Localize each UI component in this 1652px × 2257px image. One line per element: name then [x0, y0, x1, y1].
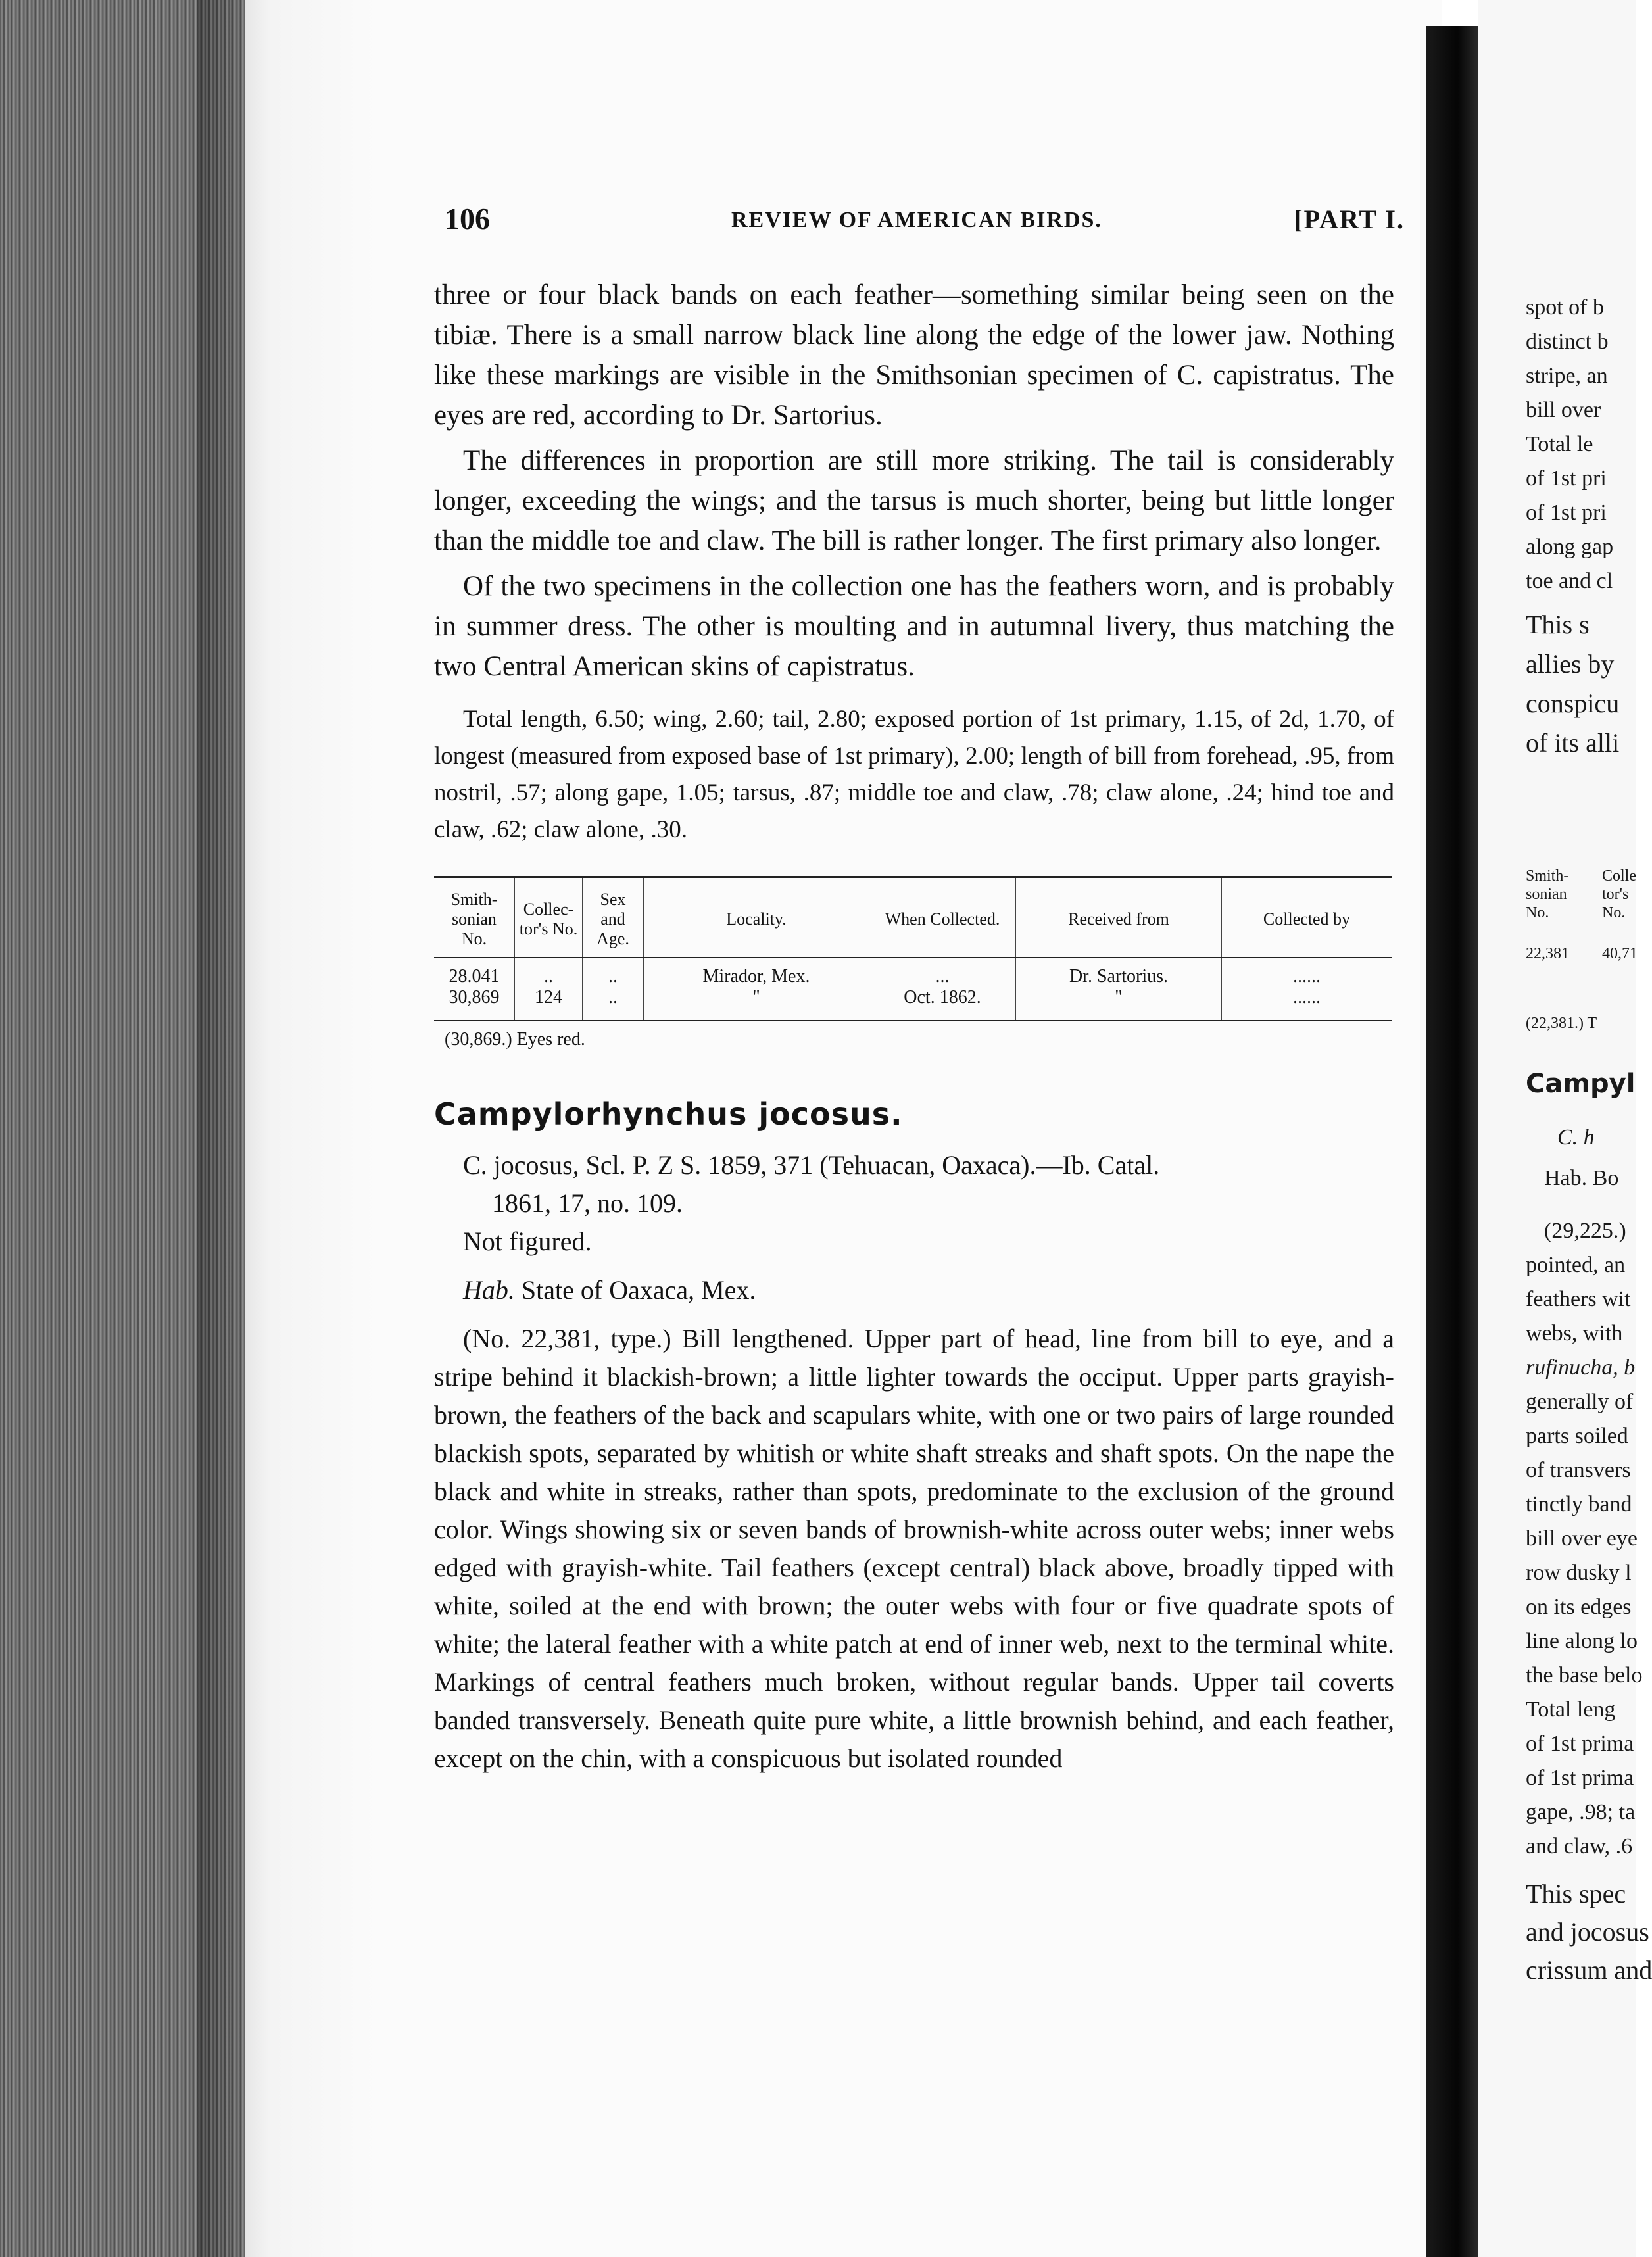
specimen-table	[434, 876, 1392, 1021]
next-page-line: gape, .98; ta	[1526, 1800, 1636, 1824]
column-header: Collec-tor's No.	[515, 877, 583, 958]
table-note: (30,869.) Eyes red.	[445, 1029, 585, 1050]
next-page-line: Hab. Bo	[1544, 1166, 1619, 1190]
page-gutter	[1426, 26, 1478, 2257]
column-header: Smith-sonian No.	[434, 877, 515, 958]
page-number: 106	[445, 202, 490, 235]
next-page-line: of its alli	[1526, 728, 1620, 758]
next-page-line: Total leng	[1526, 1697, 1616, 1722]
next-page-line: pointed, an	[1526, 1253, 1626, 1277]
next-page-line: (29,225.)	[1544, 1219, 1626, 1243]
next-page-line: tor's	[1602, 886, 1629, 903]
next-page-line: tinctly band	[1526, 1492, 1632, 1517]
next-page-line: No.	[1526, 904, 1549, 921]
next-page-line: rufinucha, b	[1526, 1355, 1636, 1380]
column-header: Collected by	[1222, 877, 1392, 958]
measurements: Total length, 6.50; wing, 2.60; tail, 2.80; exposed portion of 1st primary, 1.15, of 2d, 1.70, of longest (measured from exposed base of 1st primary), 2.00; length of bill from forehead, .95, from nostril, .57; along gape, 1.05; tarsus, .87; middle toe and claw, .78; claw alone, .24; hind toe and claw, .62; claw alone, .30.	[434, 706, 1394, 843]
table-row	[434, 958, 1392, 1021]
next-page-line: generally of	[1526, 1390, 1634, 1414]
table-cell: 28.041 30,869	[449, 966, 500, 1007]
table-cell: Dr. Sartorius. "	[1016, 958, 1222, 1021]
next-page-line: Smith-	[1526, 867, 1569, 885]
table-cell: .. 124	[515, 958, 583, 1021]
running-title: REVIEW OF AMERICAN BIRDS.	[731, 208, 1102, 232]
next-page-line: No.	[1602, 904, 1626, 921]
paragraph: three or four black bands on each feather—something similar being seen on the tibiæ. There is a small narrow black line along the edge of the lower jaw. Nothing like these markings are visible in the Smithsonian specimen of C. capistratus. The eyes are red, according to Dr. Sartorius.	[434, 279, 1394, 431]
next-page-line: along gap	[1526, 535, 1614, 559]
next-page-line: 40,71	[1602, 945, 1638, 962]
next-page-line: (22,381.) T	[1526, 1015, 1597, 1032]
next-page-line: parts soiled	[1526, 1424, 1628, 1448]
species-description: (No. 22,381, type.) Bill lengthened. Upper part of head, line from bill to eye, and a stripe behind it blackish-brown; a little lighter towards the occiput. Upper parts grayish-brown, the feathers of the back and scapulars white, with one or two pairs of large rounded blackish spots, separated by whitish or white shaft streaks and shaft spots. On the nape the black and white in streaks, rather than spots, predominate to the exclusion of the ground color. Wings showing six or seven bands of brownish-white across outer webs; inner webs edged with grayish-white. Tail feathers (except central) black above, broadly tipped with white, soiled at the end with brown; the outer webs with four or five quadrate spots of white; the lateral feather with a white patch at end of inner web, next to the terminal white. Markings of central feathers much broken, without regular bands. Upper tail coverts banded transversely. Beneath quite pure white, a little brownish behind, and each feather, except on the chin, with a conspicuous but isolated rounded	[434, 1324, 1394, 1773]
next-page-line: of 1st prima	[1526, 1732, 1634, 1756]
next-page-line: 22,381	[1526, 945, 1569, 962]
species-reference: C. jocosus, Scl. P. Z S. 1859, 371 (Tehuacan, Oaxaca).—Ib. Catal. 1861, 17, no. 109.	[463, 1150, 1160, 1218]
column-header: Sex and Age.	[583, 877, 644, 958]
next-page-line: crissum and	[1526, 1955, 1652, 1985]
table-cell: .. ..	[583, 958, 644, 1021]
next-page-line: Total le	[1526, 432, 1593, 456]
next-page-line: Campyl	[1526, 1069, 1636, 1099]
next-page-line: and jocosus	[1526, 1917, 1649, 1947]
paragraph: Of the two specimens in the collection one has the feathers worn, and is probably in summer dress. The other is moulting and in autumnal livery, thus matching the two Central American skins of capistratus.	[434, 571, 1394, 682]
book-edge-shadow	[197, 0, 245, 2257]
next-page-line: conspicu	[1526, 689, 1620, 718]
next-page-line: allies by	[1526, 649, 1615, 679]
next-page-line: of transvers	[1526, 1458, 1631, 1482]
next-page-line: C. h	[1557, 1125, 1595, 1150]
figured-note: Not figured.	[463, 1226, 592, 1256]
paragraph: The differences in proportion are still more striking. The tail is considerably longer, exceeding the wings; and the tarsus is much shorter, being but little longer than the middle toe and claw. The bill is rather longer. The first primary also longer.	[434, 445, 1394, 556]
table-cell: ... Oct. 1862.	[869, 958, 1016, 1021]
next-page-line: row dusky l	[1526, 1561, 1632, 1585]
next-page-line: the base belo	[1526, 1663, 1643, 1687]
next-page-line: This spec	[1526, 1879, 1626, 1908]
species-title: Campylorhynchus jocosus.	[434, 1096, 903, 1132]
part-label: [PART I.	[1294, 205, 1405, 234]
habitat: Hab. State of Oaxaca, Mex.	[463, 1275, 756, 1305]
next-page-line: of 1st pri	[1526, 466, 1607, 491]
table-cell: Mirador, Mex. "	[644, 958, 869, 1021]
next-page-line: This s	[1526, 610, 1590, 639]
next-page-line: stripe, an	[1526, 364, 1608, 388]
next-page-line: and claw, .6	[1526, 1834, 1633, 1858]
next-page-line: distinct b	[1526, 329, 1609, 354]
next-page-line: of 1st prima	[1526, 1766, 1634, 1790]
next-page-line: spot of b	[1526, 295, 1604, 320]
next-page-line: sonian	[1526, 886, 1567, 903]
next-page-line: on its edges	[1526, 1595, 1632, 1619]
next-page-line: bill over eye	[1526, 1526, 1638, 1551]
next-page-line: line along lo	[1526, 1629, 1638, 1653]
next-page-fragment	[1478, 0, 1652, 2257]
page-header	[445, 201, 1405, 241]
column-header: Received from	[1016, 877, 1222, 958]
next-page-line: feathers wit	[1526, 1287, 1631, 1311]
page-content	[434, 275, 1394, 1778]
column-header: When Collected.	[869, 877, 1016, 958]
table-cell: ...... ......	[1222, 958, 1392, 1021]
next-page-line: webs, with	[1526, 1321, 1623, 1346]
next-page-line: bill over	[1526, 398, 1601, 422]
next-page-line: of 1st pri	[1526, 500, 1607, 525]
next-page-line: Colle	[1602, 867, 1636, 885]
next-page-line: toe and cl	[1526, 569, 1613, 593]
column-header: Locality.	[644, 877, 869, 958]
